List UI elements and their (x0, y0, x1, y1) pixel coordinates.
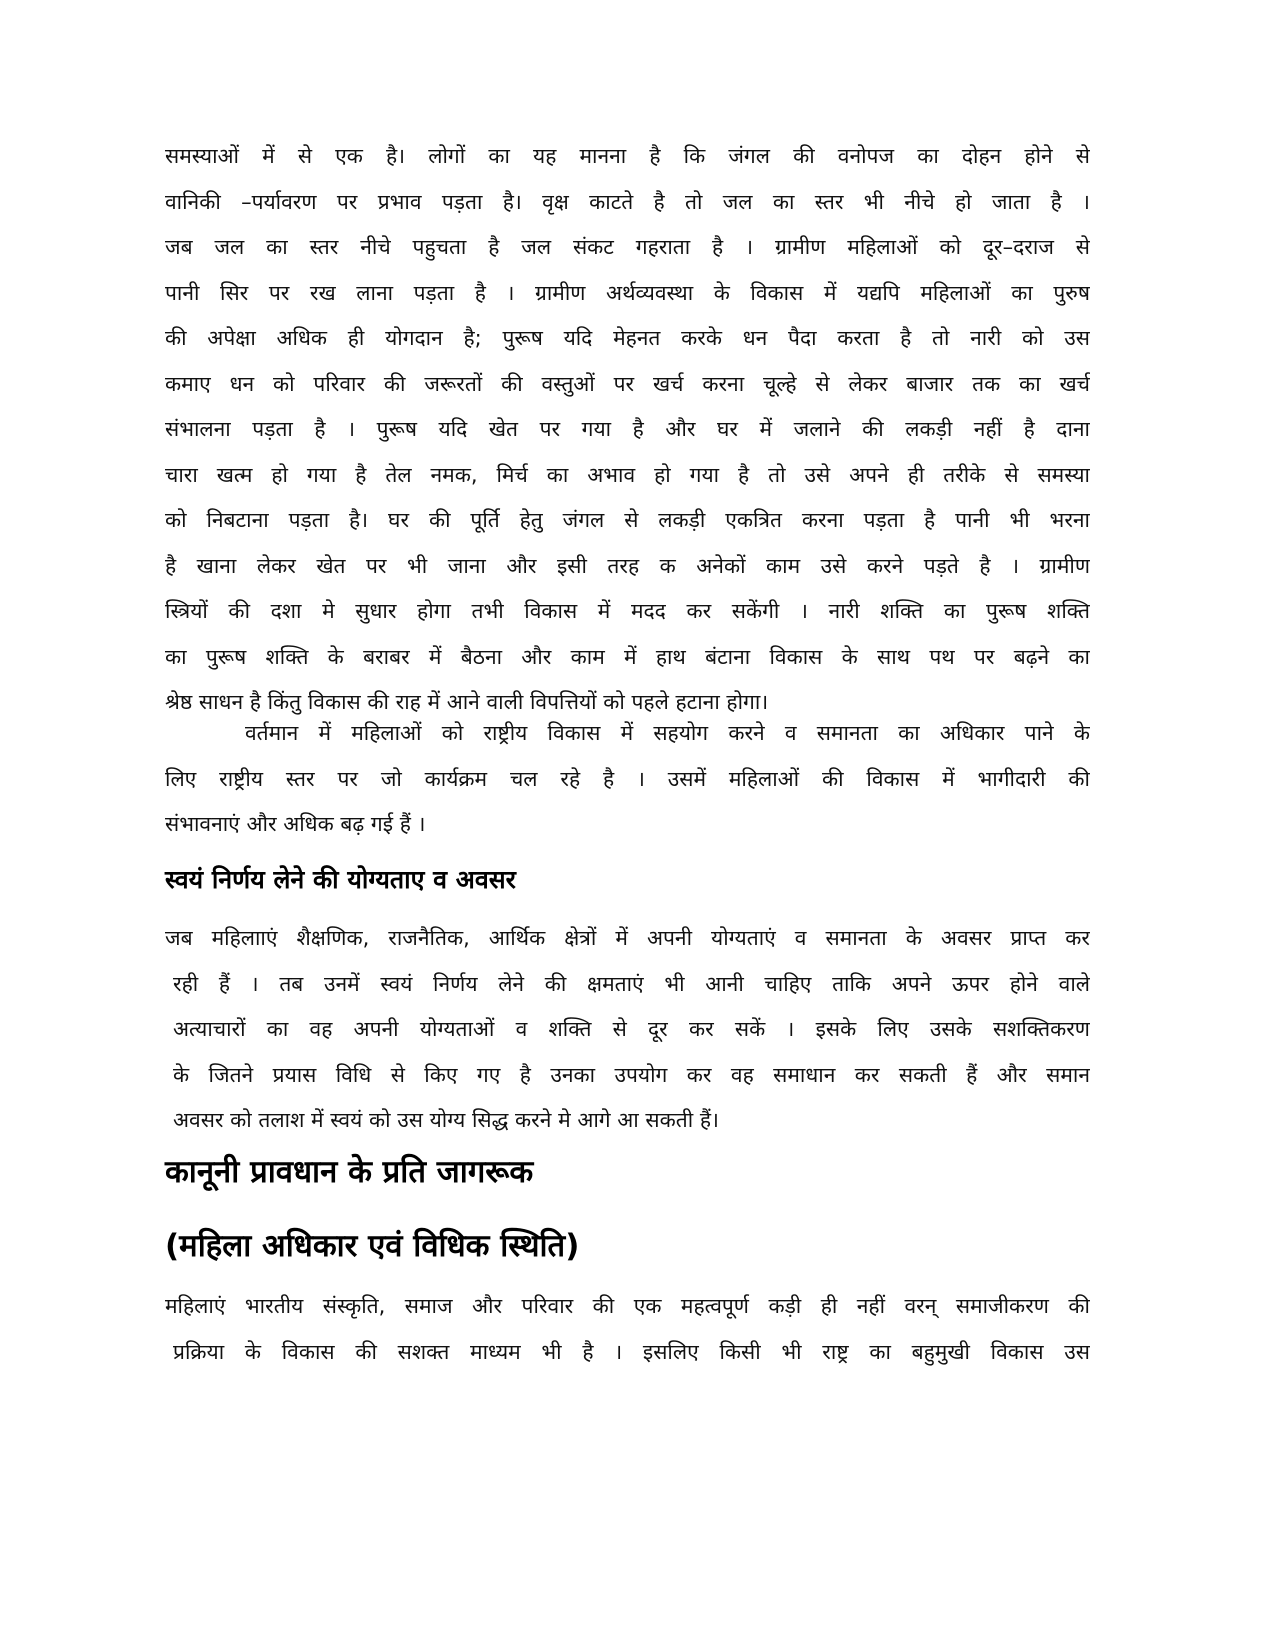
text-line: संभावनाएं और अधिक बढ़ गई हैं । (165, 812, 426, 836)
text-line: वानिकी –पर्यावरण पर प्रभाव पड़ता है। वृक्ष काटते है तो जल का स्तर भी नीचे हो जाता है । (165, 189, 1090, 214)
text-line: जब जल का स्तर नीचे पहुचता है जल संकट गहराता है । ग्रामीण महिलाओं को दूर–दराज से (165, 235, 1090, 259)
text-line: को निबटाना पड़ता है। घर की पूर्ति हेतु जंगल से लकड़ी एकत्रित करना पड़ता है पानी भी भरना (165, 508, 1090, 532)
paragraph-3 (165, 916, 1090, 1144)
text-line: लिए राष्ट्रीय स्तर पर जो कार्यक्रम चल रहे है । उसमें महिलाओं की विकास में भागीदारी की (165, 766, 1090, 791)
text-line: कमाए धन को परिवार की जरूरतों की वस्तुओं पर खर्च करना चूल्हे से लेकर बाजार तक का खर्च (165, 371, 1090, 396)
text-line: प्रक्रिया के विकास की सशक्त माध्यम भी है । इसलिए किसी भी राष्ट्र का बहुमुखी विकास उस (173, 1339, 1090, 1364)
text-line: है खाना लेकर खेत पर भी जाना और इसी तरह क अनेकों काम उसे करने पड़ते है । ग्रामीण (165, 553, 1090, 578)
text-line: महिलाएं भारतीय संस्कृति, समाज और परिवार की एक महत्वपूर्ण कड़ी ही नहीं वरन् समाजीकरण की (165, 1294, 1090, 1318)
text-line: रही हैं । तब उनमें स्वयं निर्णय लेने की क्षमताएं भी आनी चाहिए ताकि अपने ऊपर होने वाले (173, 971, 1090, 996)
text-line: अत्याचारों का वह अपनी योग्यताओं व शक्ति से दूर कर सकें । इसके लिए उसके सशक्तिकरण (173, 1017, 1090, 1041)
section-heading-legal-awareness: कानूनी प्रावधान के प्रति जागरूक (165, 1154, 534, 1190)
section-heading-women-rights: (महिला अधिकार एवं विधिक स्थिति) (165, 1228, 580, 1264)
text-line: स्त्रियों की दशा मे सुधार होगा तभी विकास में मदद कर सकेंगी । नारी शक्ति का पुरूष शक्ति (165, 599, 1090, 623)
paragraph-2 (165, 711, 1090, 848)
paragraph-1 (165, 134, 1090, 726)
text-line: वर्तमान में महिलाओं को राष्ट्रीय विकास में सहयोग करने व समानता का अधिकार पाने के (245, 721, 1090, 745)
text-line: श्रेष्ठ साधन है किंतु विकास की राह में आने वाली विपत्तियों को पहले हटाना होगा। (165, 690, 769, 714)
text-line: चारा खत्म हो गया है तेल नमक, मिर्च का अभाव हो गया है तो उसे अपने ही तरीके से समस्या (165, 462, 1090, 487)
paragraph-4 (165, 1284, 1090, 1375)
text-line: संभालना पड़ता है । पुरूष यदि खेत पर गया है और घर में जलाने की लकड़ी नहीं है दाना (165, 417, 1090, 441)
text-line: अवसर को तलाश में स्वयं को उस योग्य सिद्ध करने मे आगे आ सकती हैं। (173, 1108, 719, 1132)
text-line: के जितने प्रयास विधि से किए गए है उनका उपयोग कर वह समाधान कर सकती हैं और समान (173, 1062, 1090, 1087)
text-line: समस्याओं में से एक है। लोगों का यह मानना है कि जंगल की वनोपज का दोहन होने से (165, 144, 1090, 168)
text-line: की अपेक्षा अधिक ही योगदान है; पुरूष यदि मेहनत करके धन पैदा करता है तो नारी को उस (165, 326, 1090, 350)
section-heading-decision-making: स्वयं निर्णय लेने की योग्यताए व अवसर (165, 865, 516, 894)
text-line: जब महिलााएं शैक्षणिक, राजनैतिक, आर्थिक क्षेत्रों में अपनी योग्यताएं व समानता के अवसर प्राप्त कर (165, 926, 1090, 950)
text-line: का पुरूष शक्ति के बराबर में बैठना और काम में हाथ बंटाना विकास के साथ पथ पर बढ़ने का (165, 644, 1090, 669)
text-line: पानी सिर पर रख लाना पड़ता है । ग्रामीण अर्थव्यवस्था के विकास में यद्यपि महिलाओं का पुरुष (165, 280, 1090, 305)
